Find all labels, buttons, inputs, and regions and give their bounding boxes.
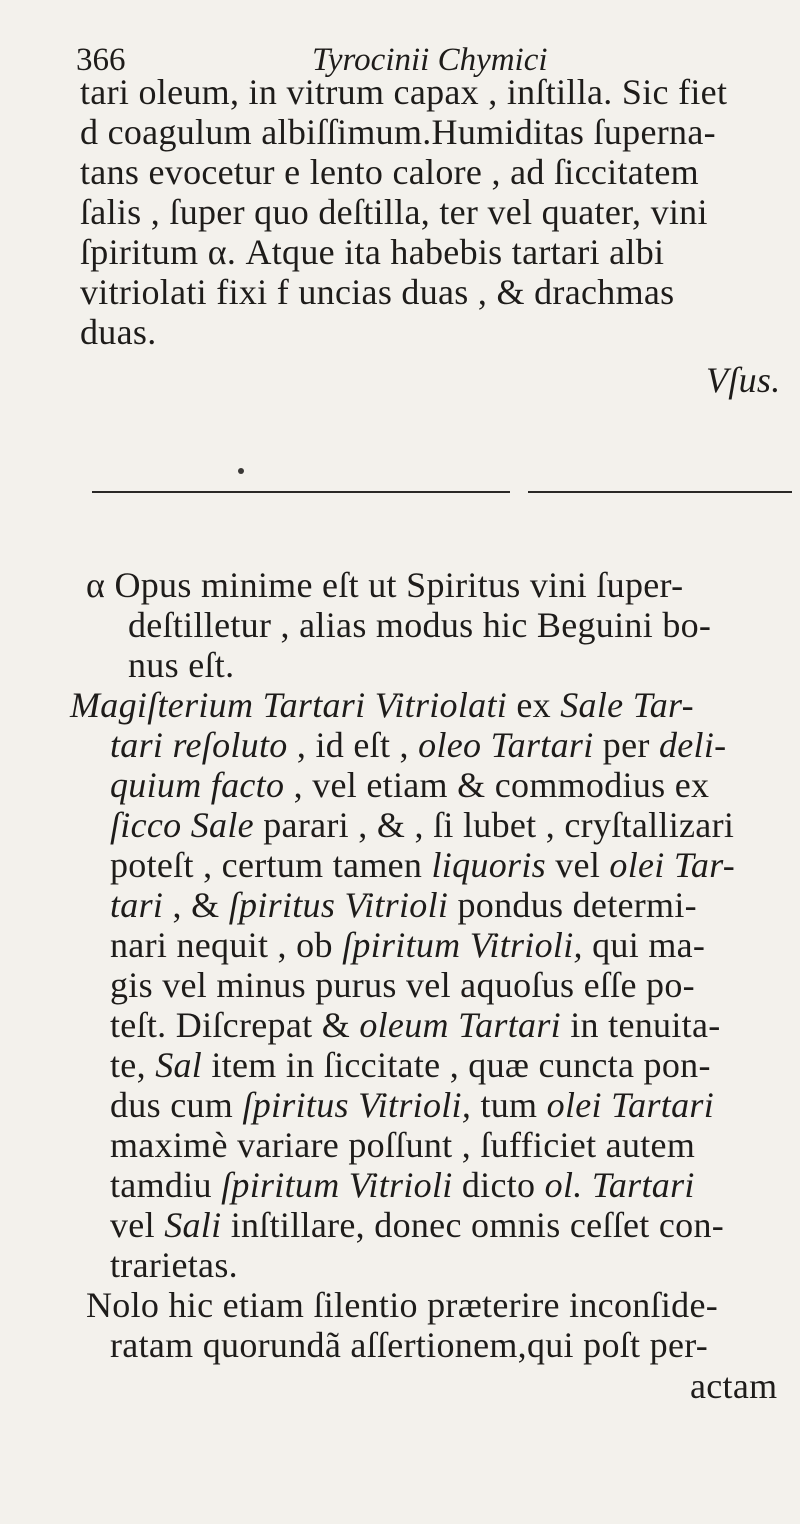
- text-segment: per: [593, 725, 659, 765]
- text-line: [110, 965, 695, 1005]
- text-segment: olei Tar-: [609, 845, 736, 885]
- section-divider-right: [528, 491, 792, 493]
- text-segment: in tenuita-: [560, 1005, 721, 1045]
- running-title: Tyrocinii Chymici: [312, 42, 548, 78]
- text-segment: maximè variare poſſunt , ſufficiet autem: [110, 1125, 696, 1165]
- text-segment: , vel etiam & commodius ex: [284, 765, 710, 805]
- text-line: [110, 725, 726, 765]
- text-segment: liquoris: [431, 845, 546, 885]
- text-line: [80, 112, 716, 152]
- text-segment: ſalis , ſuper quo deſtilla, ter vel quater, vini: [80, 192, 708, 232]
- text-segment: Sal: [155, 1045, 203, 1085]
- text-segment: Sale Tar-: [560, 685, 694, 725]
- text-segment: tamdiu: [110, 1165, 222, 1205]
- text-segment: ſpiritum Vitrioli,: [342, 925, 583, 965]
- page-number: 366: [76, 42, 126, 78]
- text-segment: poteſt , certum tamen: [110, 845, 432, 885]
- text-segment: tum: [471, 1085, 547, 1125]
- text-segment: quium facto: [110, 765, 285, 805]
- text-line: [110, 1045, 711, 1085]
- text-segment: olei Tartari: [546, 1085, 714, 1125]
- text-segment: oleo Tartari: [418, 725, 594, 765]
- text-line: [86, 565, 683, 605]
- text-segment: deſtilletur , alias modus hic Beguini bo-: [128, 605, 712, 645]
- text-line: [110, 845, 735, 885]
- text-line: [110, 805, 734, 845]
- text-segment: nari nequit , ob: [110, 925, 343, 965]
- text-segment: , id eſt ,: [287, 725, 419, 765]
- text-segment: dus cum: [110, 1085, 243, 1125]
- text-segment: parari , & , ſi lubet , cryſtallizari: [253, 805, 735, 845]
- text-segment: ſpiritus Vitrioli: [228, 885, 449, 925]
- text-segment: duas.: [80, 312, 157, 352]
- text-segment: te,: [110, 1045, 156, 1085]
- text-segment: gis vel minus purus vel aquoſus eſſe po-: [110, 965, 695, 1005]
- text-segment: qui ma-: [582, 925, 706, 965]
- text-segment: oleum Tartari: [359, 1005, 561, 1045]
- text-segment: ſicco Sale: [110, 805, 254, 845]
- text-line: [86, 1285, 718, 1325]
- text-segment: ex: [507, 685, 561, 725]
- text-line: [70, 685, 694, 725]
- text-segment: teſt. Diſcrepat &: [110, 1005, 360, 1045]
- text-segment: item in ſiccitate , quæ cuncta pon-: [202, 1045, 711, 1085]
- text-line: [110, 765, 709, 805]
- text-segment: deli-: [658, 725, 727, 765]
- text-segment: ſpiritum α. Atque ita habebis tartari albi: [80, 232, 665, 272]
- text-line: [110, 1085, 714, 1125]
- text-line: [128, 605, 711, 645]
- text-segment: d coagulum albiſſimum.Humiditas ſuperna-: [80, 112, 716, 152]
- text-segment: , &: [163, 885, 229, 925]
- text-segment: tari reſoluto: [110, 725, 288, 765]
- text-line: [80, 192, 708, 232]
- text-segment: dicto: [452, 1165, 545, 1205]
- text-segment: ſpiritus Vitrioli,: [242, 1085, 472, 1125]
- text-segment: ol. Tartari: [544, 1165, 695, 1205]
- text-line: [110, 1205, 724, 1245]
- text-line: [80, 72, 727, 112]
- text-segment: pondus determi-: [448, 885, 697, 925]
- text-segment: ratam quorundã aſſertionem,qui poſt per-: [110, 1325, 709, 1365]
- text-segment: tans evocetur e lento calore , ad ſiccitatem: [80, 152, 699, 192]
- text-segment: vel: [110, 1205, 165, 1245]
- text-line: [110, 1125, 695, 1165]
- text-segment: vitriolati fixi f uncias duas , & drachmas: [80, 272, 675, 312]
- text-segment: inſtillare, donec omnis ceſſet con-: [221, 1205, 725, 1245]
- text-segment: tari: [110, 885, 164, 925]
- main-catchword: Vſus.: [706, 360, 781, 400]
- section-divider-left: [92, 491, 510, 493]
- text-segment: nus eſt.: [128, 645, 235, 685]
- footnote-catchword: actam: [690, 1366, 778, 1406]
- text-line: [110, 1165, 695, 1205]
- text-segment: ſpiritum Vitrioli: [221, 1165, 453, 1205]
- text-line: [80, 152, 699, 192]
- text-line: [80, 312, 157, 352]
- text-segment: α Opus minime eſt ut Spiritus vini ſuper-: [86, 565, 684, 605]
- text-line: [80, 232, 664, 272]
- text-line: [128, 645, 234, 685]
- text-line: [110, 1325, 708, 1365]
- ink-speck: [238, 468, 244, 474]
- text-segment: Sali: [164, 1205, 222, 1245]
- text-segment: tari oleum, in vitrum capax , inſtilla. Sic fiet: [80, 72, 728, 112]
- text-line: [110, 925, 705, 965]
- text-segment: Nolo hic etiam ſilentio præterire inconſide-: [86, 1285, 719, 1325]
- text-line: [110, 885, 697, 925]
- text-segment: vel: [545, 845, 610, 885]
- text-line: [80, 272, 674, 312]
- text-segment: trarietas.: [110, 1245, 238, 1285]
- text-line: [110, 1005, 721, 1045]
- text-segment: Magiſterium Tartari Vitriolati: [70, 685, 508, 725]
- text-line: [110, 1245, 238, 1285]
